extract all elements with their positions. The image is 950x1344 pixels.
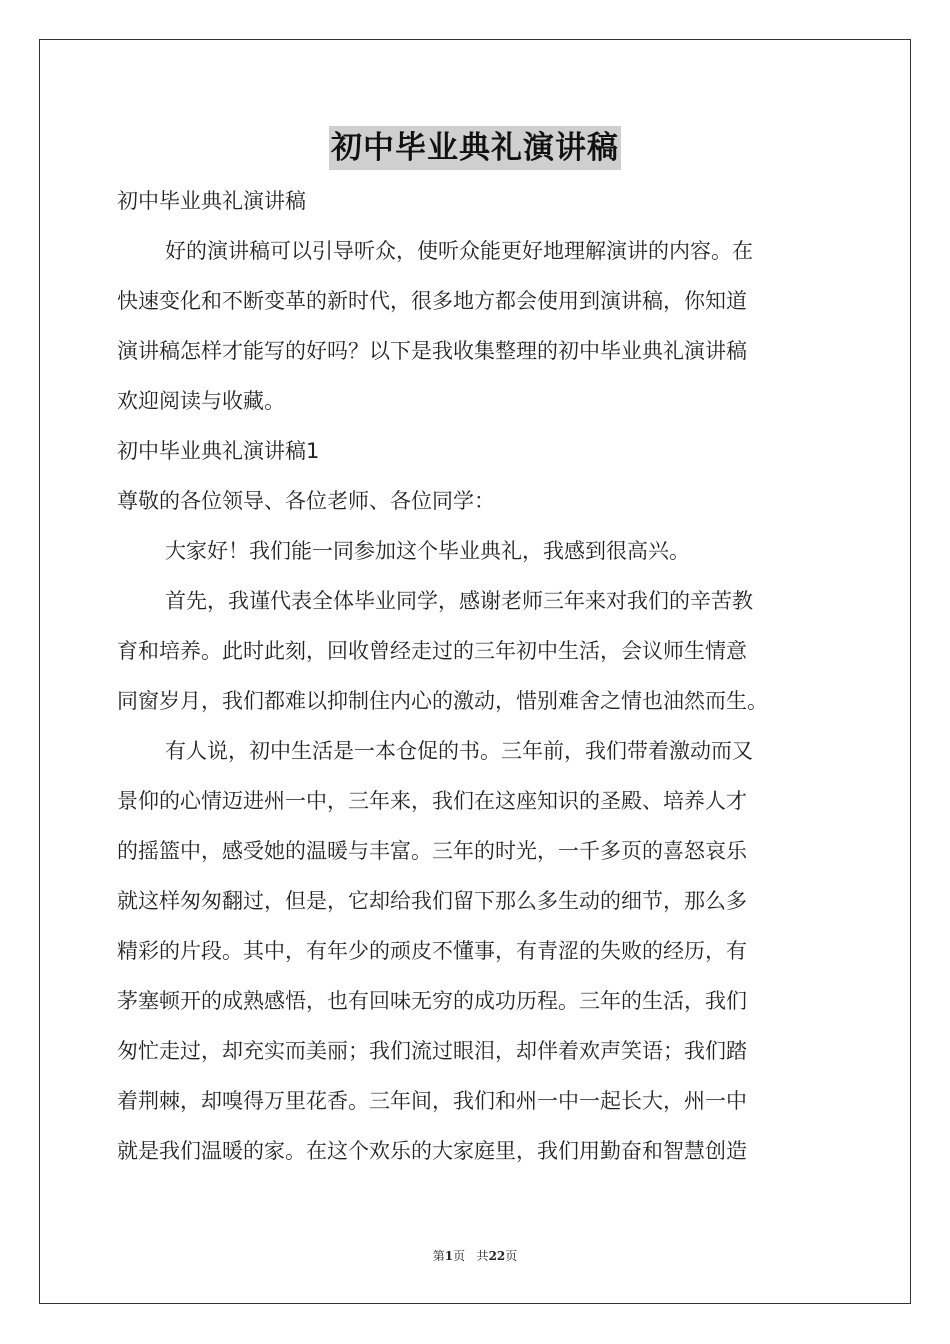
text-line: 就这样匆匆翻过，但是，它却给我们留下那么多生动的细节，那么多 (117, 889, 747, 913)
page-prefix: 第 (432, 1249, 445, 1263)
text-line: 精彩的片段。其中，有年少的顽皮不懂事，有青涩的失败的经历，有 (117, 939, 747, 963)
document-title: 初中毕业典礼演讲稿 (329, 126, 621, 170)
text-line: 尊敬的各位领导、各位老师、各位同学： (117, 489, 495, 513)
text-line: 着荆棘，却嗅得万里花香。三年间，我们和州一中一起长大，州一中 (117, 1089, 747, 1113)
page-number: 1 (444, 1249, 454, 1263)
text-line: 景仰的心情迈进州一中，三年来，我们在这座知识的圣殿、培养人才 (117, 789, 747, 813)
text-line: 就是我们温暖的家。在这个欢乐的大家庭里，我们用勤奋和智慧创造 (117, 1139, 747, 1163)
text-line: 欢迎阅读与收藏。 (117, 389, 285, 413)
page-footer (0, 1247, 950, 1264)
total-pages: 22 (488, 1249, 506, 1263)
text-line: 匆忙走过，却充实而美丽；我们流过眼泪，却伴着欢声笑语；我们踏 (117, 1039, 747, 1063)
text-line: 同窗岁月，我们都难以抑制住内心的激动，惜别难舍之情也油然而生。 (117, 689, 768, 713)
text-line: 演讲稿怎样才能写的好吗？以下是我收集整理的初中毕业典礼演讲稿 (117, 339, 747, 363)
total-suffix: 页 (505, 1249, 518, 1263)
total-prefix: 共 (476, 1249, 489, 1263)
text-line: 育和培养。此时此刻，回收曾经走过的三年初中生活，会议师生情意 (117, 639, 747, 663)
document-body (117, 176, 833, 1176)
text-line: 有人说，初中生活是一本仓促的书。三年前，我们带着激动而又 (165, 739, 753, 763)
text-line: 首先，我谨代表全体毕业同学，感谢老师三年来对我们的辛苦教 (165, 589, 753, 613)
text-line: 初中毕业典礼演讲稿 (117, 189, 306, 213)
text-line: 的摇篮中，感受她的温暖与丰富。三年的时光，一千多页的喜怒哀乐 (117, 839, 747, 863)
text-line: 快速变化和不断变革的新时代，很多地方都会使用到演讲稿，你知道 (117, 289, 747, 313)
page-suffix: 页 (453, 1249, 466, 1263)
title-container (0, 126, 950, 170)
text-line: 茅塞顿开的成熟感悟，也有回味无穷的成功历程。三年的生活，我们 (117, 989, 747, 1013)
text-line: 初中毕业典礼演讲稿1 (117, 439, 320, 463)
text-line: 大家好！我们能一同参加这个毕业典礼，我感到很高兴。 (165, 539, 690, 563)
text-line: 好的演讲稿可以引导听众，使听众能更好地理解演讲的内容。在 (165, 239, 753, 263)
